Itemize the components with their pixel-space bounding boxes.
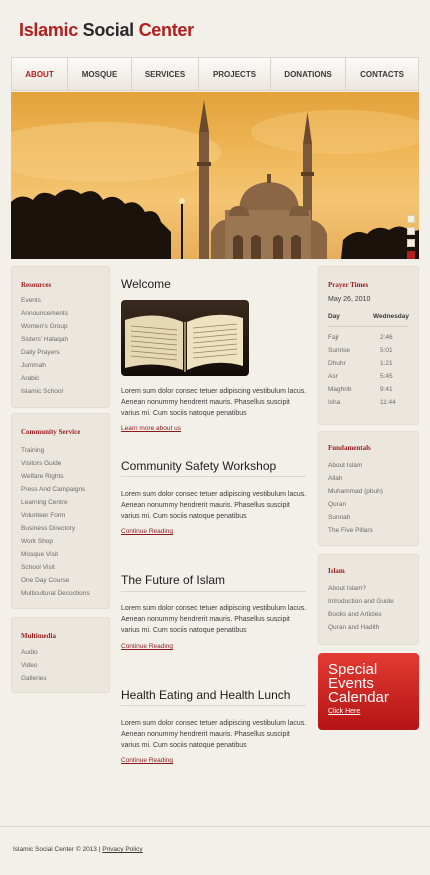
mosque-illustration xyxy=(11,92,419,259)
slider-dot-4[interactable] xyxy=(407,251,415,259)
community-service-title: Community Service xyxy=(21,428,81,436)
islam-title: Islam xyxy=(328,567,345,575)
footer-divider xyxy=(0,826,430,827)
prayer-times-title: Prayer Times xyxy=(328,281,369,289)
special-events-banner[interactable] xyxy=(318,653,419,730)
nav-item-about[interactable]: ABOUT xyxy=(12,58,68,90)
nav-item-services[interactable]: SERVICES xyxy=(132,58,199,90)
events-line-2: Events xyxy=(328,675,374,692)
prayer-row xyxy=(328,370,409,383)
nav-item-projects[interactable]: PROJECTS xyxy=(199,58,271,90)
privacy-policy-link[interactable]: Privacy Policy xyxy=(102,846,143,853)
prayer-name: Fajr xyxy=(328,334,340,341)
community-service-box xyxy=(11,413,110,609)
list-item[interactable]: Daily Prayers xyxy=(21,349,60,356)
prayer-col-day: Day xyxy=(328,313,340,320)
list-item[interactable]: One Day Course xyxy=(21,577,70,584)
divider xyxy=(121,705,306,706)
multimedia-list xyxy=(21,646,100,685)
prayer-name: Dhuhr xyxy=(328,360,346,367)
nav-item-mosque[interactable]: MOSQUE xyxy=(68,58,132,90)
slider-dots xyxy=(407,215,415,259)
continue-reading-link[interactable]: Continue Reading xyxy=(121,528,174,535)
list-item[interactable]: Press And Campaigns xyxy=(21,486,86,493)
list-item[interactable]: Arabic xyxy=(21,375,40,382)
footer-copyright: Islamic Social Center © 2013 | xyxy=(13,846,101,853)
list-item[interactable]: Sunnah xyxy=(328,514,351,521)
list-item[interactable]: Announcements xyxy=(21,310,68,317)
site-logo[interactable] xyxy=(19,20,194,41)
list-item[interactable]: About Islam xyxy=(328,462,363,469)
list-item[interactable]: Video xyxy=(21,662,38,669)
prayer-col-weekday: Wednesday xyxy=(372,313,409,320)
list-item[interactable]: Work Shop xyxy=(21,538,54,545)
prayer-divider xyxy=(328,326,409,327)
list-item[interactable]: Books and Articles xyxy=(328,611,382,618)
list-item[interactable]: Volunteer Form xyxy=(21,512,66,519)
list-item[interactable]: Visitors Guide xyxy=(21,460,62,467)
prayer-row xyxy=(328,331,409,344)
logo-word-1: Islamic xyxy=(19,20,78,40)
list-item[interactable]: Galleries xyxy=(21,675,47,682)
fundamentals-title: Fundamentals xyxy=(328,444,371,452)
list-item[interactable]: Welfare Rights xyxy=(21,473,64,480)
fundamentals-list xyxy=(328,459,409,537)
continue-reading-link[interactable]: Continue Reading xyxy=(121,643,174,650)
events-click-here-link[interactable]: Click Here xyxy=(328,708,361,715)
fundamentals-box xyxy=(318,431,419,546)
list-item[interactable]: Introduction and Guide xyxy=(328,598,394,605)
footer xyxy=(13,846,143,853)
prayer-time: 5:01 xyxy=(380,347,393,354)
prayer-time: 2:46 xyxy=(380,334,393,341)
article-title[interactable]: Health Eating and Health Lunch xyxy=(121,688,291,702)
list-item[interactable]: Audio xyxy=(21,649,38,656)
events-line-1: Special xyxy=(328,661,378,678)
list-item[interactable]: Business Directory xyxy=(21,525,76,532)
islam-list xyxy=(328,582,409,634)
list-item[interactable]: Islamic School xyxy=(21,388,63,395)
logo-word-3: Center xyxy=(138,20,194,40)
prayer-name: Sunrise xyxy=(328,347,351,354)
book-illustration xyxy=(121,300,249,376)
article-title[interactable]: The Future of Islam xyxy=(121,573,226,587)
slider-dot-3[interactable] xyxy=(407,239,415,247)
prayer-time: 1:21 xyxy=(380,360,393,367)
prayer-row xyxy=(328,357,409,370)
list-item[interactable]: Mosque Visit xyxy=(21,551,59,558)
nav-item-contacts[interactable]: CONTACTS xyxy=(360,69,404,79)
resources-list xyxy=(21,294,100,398)
main-nav xyxy=(11,57,419,91)
list-item[interactable]: Events xyxy=(21,297,41,304)
list-item[interactable]: Jummah xyxy=(21,362,46,369)
resources-title: Resources xyxy=(21,281,52,289)
prayer-row xyxy=(328,344,409,357)
resources-box xyxy=(11,266,110,408)
prayer-name: Isha xyxy=(328,399,341,406)
list-item[interactable]: Muhammad (pbuh) xyxy=(328,488,383,495)
prayer-row xyxy=(328,383,409,396)
article-text: Lorem sum dolor consec tetuer adipiscing vestibulum lacus. Aenean nonummy hendrerit mauris. Phasellus suscipit varius mi. Cum sociis natoque penatibus xyxy=(121,605,307,634)
list-item[interactable]: Training xyxy=(21,447,45,454)
article-text: Lorem sum dolor consec tetuer adipiscing vestibulum lacus. Aenean nonummy hendrerit mauris. Phasellus suscipit varius mi. Cum sociis natoque penatibus xyxy=(121,720,307,749)
multimedia-title: Multimedia xyxy=(21,632,56,640)
nav-item-donations[interactable]: DONATIONS xyxy=(271,58,346,90)
list-item[interactable]: About Islam? xyxy=(328,585,366,592)
divider xyxy=(121,476,306,477)
welcome-title: Welcome xyxy=(121,277,171,291)
slider-dot-1[interactable] xyxy=(407,215,415,223)
continue-reading-link[interactable]: Continue Reading xyxy=(121,757,174,764)
prayer-header-row xyxy=(328,310,409,323)
prayer-date: May 26, 2010 xyxy=(328,296,371,303)
hero-banner xyxy=(11,92,419,259)
logo-word-2: Social xyxy=(82,20,134,40)
prayer-name: Maghrib xyxy=(328,386,352,393)
islam-box xyxy=(318,554,419,645)
slider-dot-2[interactable] xyxy=(407,227,415,235)
quran-book-image xyxy=(121,300,249,376)
list-item[interactable]: Quran xyxy=(328,501,347,508)
list-item[interactable]: Sisters' Halaqah xyxy=(21,336,69,343)
welcome-text: Lorem sum dolor consec tetuer adipiscing vestibulum lacus. Aenean nonummy hendrerit mauris. Phasellus suscipit varius mi. Cum sociis natoque penatibus xyxy=(121,388,307,417)
multimedia-box xyxy=(11,617,110,693)
list-item[interactable]: Multicultural Decoctions xyxy=(21,590,90,597)
events-line-3: Calendar xyxy=(328,689,389,706)
learn-more-link[interactable]: Learn more about us xyxy=(121,425,181,432)
community-service-list xyxy=(21,444,100,600)
prayer-name: Asr xyxy=(328,373,338,380)
prayer-row xyxy=(328,396,409,409)
list-item[interactable]: Quran and Hadith xyxy=(328,624,380,631)
divider xyxy=(121,591,306,592)
prayer-times-box xyxy=(318,266,419,425)
list-item[interactable]: School Visit xyxy=(21,564,55,571)
list-item[interactable]: Learning Centre xyxy=(21,499,68,506)
prayer-time: 5:45 xyxy=(380,373,393,380)
article-text: Lorem sum dolor consec tetuer adipiscing vestibulum lacus. Aenean nonummy hendrerit mauris. Phasellus suscipit varius mi. Cum sociis natoque penatibus xyxy=(121,491,307,520)
list-item[interactable]: Women's Group xyxy=(21,323,68,330)
article-title[interactable]: Community Safety Workshop xyxy=(121,459,277,473)
prayer-time: 9:41 xyxy=(380,386,393,393)
list-item[interactable]: Allah xyxy=(328,475,343,482)
list-item[interactable]: The Five Pillars xyxy=(328,527,373,534)
prayer-time: 11:44 xyxy=(380,399,396,406)
